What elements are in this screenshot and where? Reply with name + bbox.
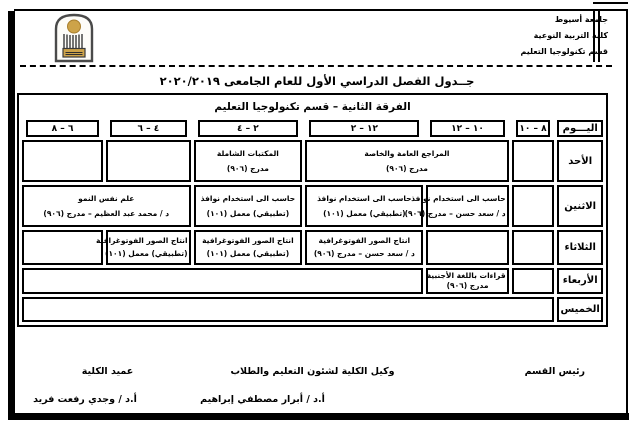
- day-cell: الخميس: [557, 297, 603, 322]
- letterhead: [520, 12, 608, 60]
- schedule-cell: [22, 185, 191, 227]
- day-cell: الثلاثاء: [557, 230, 603, 265]
- table-row-thursday: [22, 297, 603, 322]
- page-border-corner: [593, 2, 628, 4]
- empty-cell: [512, 185, 555, 227]
- empty-cell: [426, 230, 508, 265]
- page-border-bottom: [8, 413, 629, 420]
- subject-line: علم نفس النمو: [78, 193, 135, 203]
- day-header-cell: اليـــوم: [557, 120, 603, 137]
- schedule-cell: [404, 185, 508, 227]
- table-row-wednesday: [22, 268, 603, 294]
- empty-cell: [22, 140, 103, 182]
- page-border-left: [8, 11, 15, 420]
- table-row-tuesday: [22, 230, 603, 265]
- subject-line: حاسب الى استخدام نوافذ: [317, 193, 412, 203]
- location-line: (تطبيقي) معمل (١٠١): [206, 208, 290, 218]
- schedule-cell: [305, 230, 423, 265]
- page-border-top: [14, 9, 628, 11]
- location-line: د / سعد حسن – مدرج (٩٠٦): [313, 249, 415, 259]
- empty-cell: [512, 268, 555, 294]
- location-line: (تطبيقي) معمل (١٠١): [206, 249, 290, 259]
- subject-line: حاسب الى استخدام نوافذ: [411, 193, 506, 203]
- time-header-cell: ٤ – ٦: [106, 120, 190, 137]
- location-line: مدرج (٩٠٦): [446, 280, 489, 290]
- schedule-table: [19, 117, 606, 325]
- schedule-cell: [305, 185, 423, 227]
- location-line: (تطبيقي) معمل (١٠١): [105, 249, 188, 259]
- signature-vice-dean-title: وكيل الكلية لشئون التعليم والطلاب: [230, 366, 395, 377]
- schedule-cell: [95, 230, 190, 265]
- location-line: مدرج (٩٠٦): [226, 163, 269, 173]
- university-logo-icon: [52, 11, 96, 67]
- empty-cell: [22, 268, 423, 294]
- signature-vice-dean-name: أ.د / أبرار مصطفي إبراهيم: [200, 394, 325, 405]
- schedule-cell: [194, 185, 303, 227]
- location-line: مدرج (٩٠٦): [385, 163, 428, 173]
- page-border-right: [626, 9, 628, 415]
- schedule-cell: [426, 268, 508, 294]
- day-cell: الاثنين: [557, 185, 603, 227]
- subject-line: انتاج الصور الفوتوغرافية: [95, 236, 188, 246]
- schedule-cell: [194, 140, 303, 182]
- department-name: قسم تكنولوجيا التعليم: [520, 47, 608, 56]
- location-line: د / محمد عبد العظيم – مدرج (٩٠٦): [43, 208, 170, 218]
- dashed-divider: [20, 65, 612, 67]
- table-row-sunday: [22, 140, 603, 182]
- day-cell: الأحد: [557, 140, 603, 182]
- empty-cell: [22, 297, 554, 322]
- schedule-cell: [194, 230, 303, 265]
- university-name: جامعة أسيوط: [554, 15, 608, 24]
- header-row: [22, 120, 603, 137]
- faculty-name: كلية التربية النوعية: [533, 31, 608, 40]
- day-cell: الأربعاء: [557, 268, 603, 294]
- schedule-cell: [305, 140, 508, 182]
- subject-line: انتاج الصور الفوتوغرافية: [318, 236, 411, 246]
- page-title: جــدول الفصل الدراسي الأول للعام الجامعى ٢٠٢٠/٢٠١٩: [159, 74, 475, 88]
- subject-line: حاسب الى استخدام نوافذ: [200, 193, 296, 203]
- empty-cell: [512, 140, 555, 182]
- signature-dept-head-title: رئيس القسم: [524, 366, 585, 377]
- empty-cell: [106, 140, 190, 182]
- time-header-cell: ٢ – ٤: [194, 120, 303, 137]
- schedule-frame: [17, 93, 608, 327]
- subject-line: المراجع العامة والخاصة: [364, 148, 450, 158]
- table-subtitle: الفرقة الثانية – قسم تكنولوجيا التعليم: [214, 101, 411, 113]
- location-line: د / سعد حسن – مدرج (٩٠٦): [404, 208, 506, 218]
- time-header-cell: ١٠ – ١٢: [426, 120, 508, 137]
- signature-dean-name: أ.د / وجدي رفعت فريد: [33, 394, 137, 405]
- signature-dean-title: عميد الكلية: [81, 366, 134, 377]
- time-header-cell: ١٢ – ٢: [305, 120, 423, 137]
- location-line: (تطبيقي) معمل (١٠١): [323, 208, 406, 218]
- table-row-monday: [22, 185, 603, 227]
- empty-cell: [22, 230, 103, 265]
- time-header-cell: ٦ – ٨: [22, 120, 103, 137]
- subject-line: المكتبات الشاملة: [216, 148, 279, 158]
- subject-line: قراءات باللغة الأجنبية: [426, 271, 506, 280]
- time-header-cell: ٨ – ١٠: [512, 120, 555, 137]
- empty-cell: [512, 230, 555, 265]
- subject-line: انتاج الصور الفوتوغرافية: [202, 236, 294, 246]
